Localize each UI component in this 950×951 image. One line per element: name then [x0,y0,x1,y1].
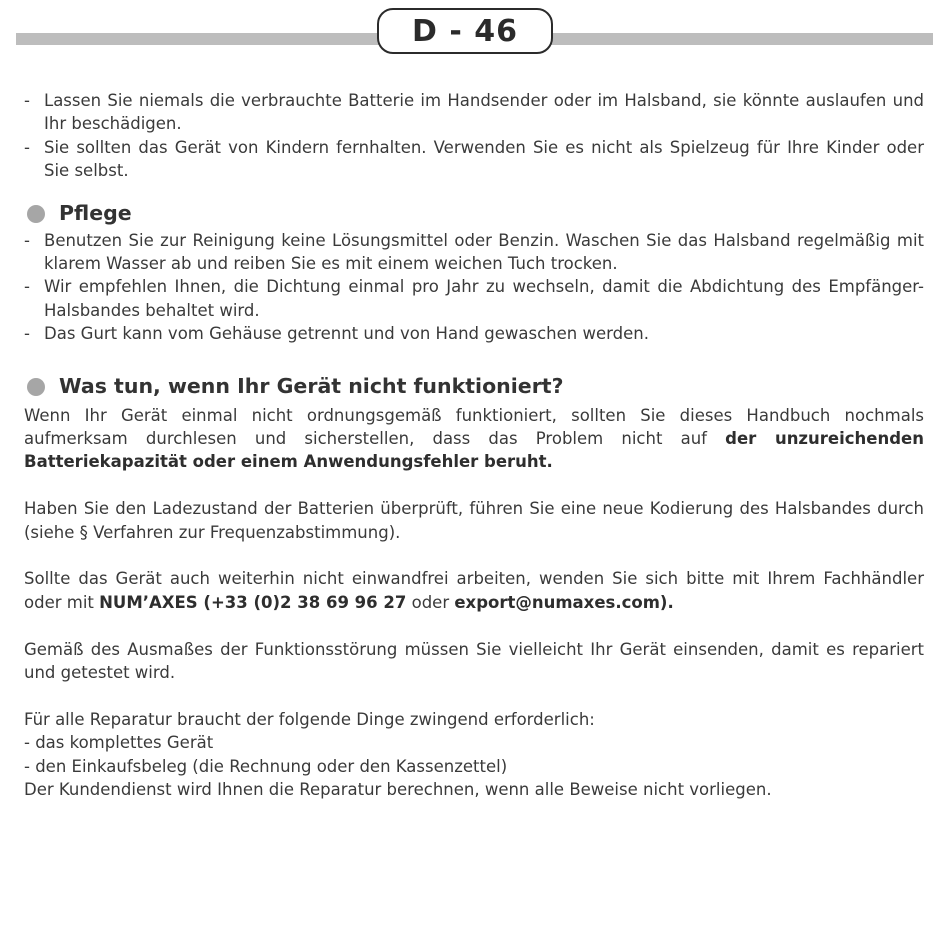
repair-requirements [24,708,924,802]
intro-bullet-list [24,89,924,183]
list-item: - Das Gurt kann vom Gehäuse getrennt und von Hand gewaschen werden. [24,322,924,345]
list-item: - Wir empfehlen Ihnen, die Dichtung einmal pro Jahr zu wechseln, damit die Abdichtung des Empfänger-Halsbandes behaltet wird. [24,277,924,320]
bullet-dash: - [24,324,30,344]
bullet-dash: - [24,91,30,110]
contact-email: export@numaxes.com). [454,592,674,612]
list-item: - Sie sollten das Gerät von Kindern fernhalten. Verwenden Sie es nicht als Spielzeug für Ihre Kinder oder Sie selbst. [24,137,924,181]
page-number-badge [377,8,553,54]
section-heading-troubleshooting [24,372,924,402]
section-title: Was tun, wenn Ihr Gerät nicht funktioniert? [59,373,564,398]
text-line: - den Einkaufsbeleg (die Rechnung oder den Kassenzettel) [24,756,508,776]
paragraph: Sollte das Gerät auch weiterhin nicht einwandfrei arbeiten, wenden Sie sich bitte mit Ihrem Fachhändler oder mit NUM’AXES (+33 (0)2 38 69 96 27 oder export@numaxes.com). [24,569,924,612]
page-number: D - 46 [412,14,518,49]
section-title: Pflege [59,200,132,225]
bullet-dash: - [24,277,30,297]
paragraph: Gemäß des Ausmaßes der Funktionsstörung müssen Sie vielleicht Ihr Gerät einsenden, damit es repariert und getestet wird. [24,639,924,683]
pflege-bullet-list [24,229,924,346]
text-line: - das komplettes Gerät [24,733,214,753]
emphasis-text: der unzureichenden Batteriekapazität oder einem Anwendungsfehler beruht. [24,429,924,472]
bullet-dash: - [24,137,30,157]
section-heading-pflege [24,199,924,229]
paragraph: Haben Sie den Ladezustand der Batterien überprüft, führen Sie eine neue Kodierung des Halsbandes durch (siehe § Verfahren zur Frequenzabstimmung). [24,499,924,542]
bullet-dot-icon [27,205,45,223]
page-content [24,89,924,802]
list-item: - Benutzen Sie zur Reinigung keine Lösungsmittel oder Benzin. Waschen Sie das Halsband regelmäßig mit klarem Wasser ab und reiben Sie es mit einem weichen Tuch trocken. [24,230,924,274]
list-item: - Lassen Sie niemals die verbrauchte Batterie im Handsender oder im Halsband, sie könnte auslaufen und Ihr beschädigen. [24,91,924,134]
bullet-dash: - [24,230,30,250]
text-line: Für alle Reparatur braucht der folgende Dinge zwingend erforderlich: [24,709,595,729]
bullet-dot-icon [27,378,45,396]
paragraph: Wenn Ihr Gerät einmal nicht ordnungsgemäß funktioniert, sollten Sie dieses Handbuch nochmals aufmerksam durchlesen und sicherstellen, dass das Problem nicht auf der unzureichenden Batteriekapazität oder einem Anwendungsfehler beruht. [24,405,924,472]
text-line: Der Kundendienst wird Ihnen die Reparatur berechnen, wenn alle Beweise nicht vorliegen. [24,780,772,800]
contact-phone: NUM’AXES (+33 (0)2 38 69 96 27 [99,592,407,612]
